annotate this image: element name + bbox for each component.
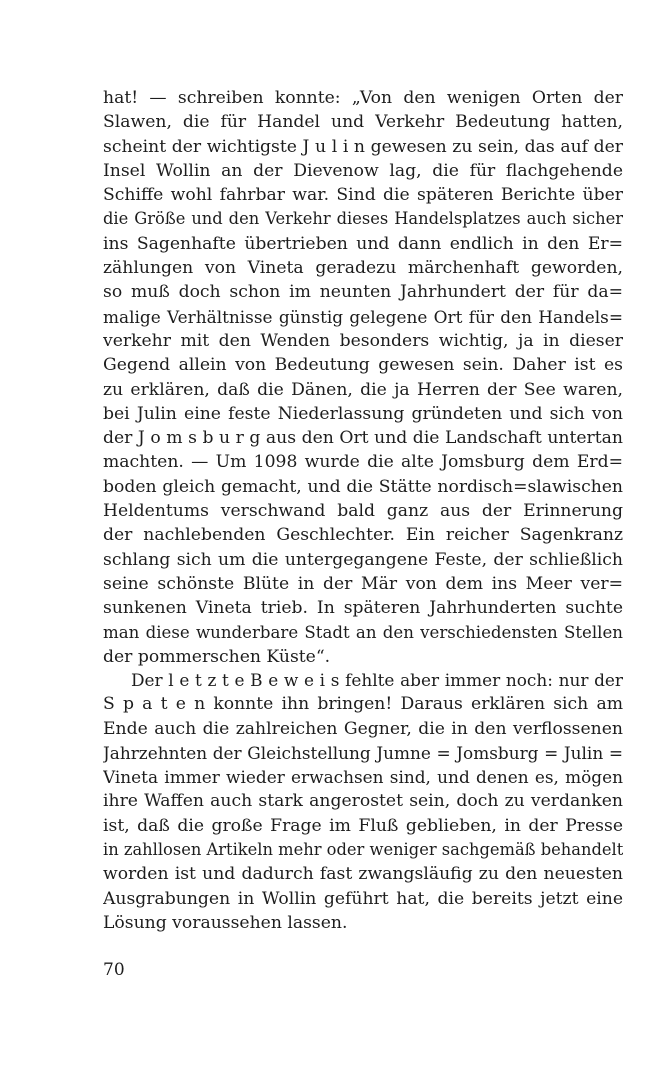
text-line: man diese wunderbare Stadt an den verschiedensten Stellen (103, 622, 623, 642)
text-line: scheint der wichtigste J u l i n gewesen zu sein, das auf der (103, 136, 623, 157)
text-line: Slawen, die für Handel und Verkehr Bedeutung hatten, (103, 112, 623, 133)
text-line: zählungen von Vineta geradezu märchenhaft geworden, (103, 258, 623, 279)
text-line: Der l e t z t e B e w e i s fehlte aber immer noch: nur der (131, 670, 623, 690)
page-number: 70 (103, 960, 125, 980)
text-line: Schiffe wohl fahrbar war. Sind die späteren Berichte über (103, 185, 623, 206)
text-line: Ausgrabungen in Wollin geführt hat, die bereits jetzt eine (103, 888, 623, 909)
text-line: in zahllosen Artikeln mehr oder weniger sachgemäß behandelt (103, 840, 623, 860)
text-line: so muß doch schon im neunten Jahrhundert der für da= (103, 282, 623, 303)
text-line: ihre Waffen auch stark angerostet sein, doch zu verdanken (103, 791, 623, 812)
text-line: der nachlebenden Geschlechter. Ein reicher Sagenkranz (103, 525, 623, 546)
text-line: der pommerschen Küste“. (103, 646, 331, 667)
paragraph-2 (103, 668, 623, 935)
text-line: schlang sich um die untergegangene Feste, der schließlich (103, 549, 623, 570)
text-line: zu erklären, daß die Dänen, die ja Herren der See waren, (103, 379, 623, 400)
text-line: verkehr mit den Wenden besonders wichtig, ja in dieser (103, 330, 623, 351)
text-line: Lösung voraussehen lassen. (103, 912, 348, 933)
text-line: Insel Wollin an der Dievenow lag, die für flachgehende (103, 160, 623, 181)
text-line: die Größe und den Verkehr dieses Handelsplatzes auch sicher (103, 209, 623, 229)
text-line: seine schönste Blüte in der Mär von dem ins Meer ver= (103, 573, 623, 594)
text-line: machten. — Um 1098 wurde die alte Jomsburg dem Erd= (103, 452, 623, 473)
text-line: Heldentums verschwand bald ganz aus der Erinnerung (103, 501, 623, 522)
text-line: boden gleich gemacht, und die Stätte nordisch=slawischen (103, 476, 623, 497)
text-line: Jahrzehnten der Gleichstellung Jumne = Jomsburg = Julin = (103, 742, 623, 763)
text-line: Ende auch die zahlreichen Gegner, die in den verflossenen (103, 718, 623, 739)
text-line: Gegend allein von Bedeutung gewesen sein. Daher ist es (103, 355, 623, 376)
text-line: hat! — schreiben konnte: „Von den wenigen Orten der (103, 88, 623, 108)
text-line: der J o m s b u r g aus den Ort und die Landschaft untertan (103, 428, 623, 449)
text-line: ins Sagenhafte übertrieben und dann endlich in den Er= (103, 233, 623, 254)
text-line: bei Julin eine feste Niederlassung gründeten und sich von (103, 403, 623, 424)
text-line: malige Verhältnisse günstig gelegene Ort für den Handels= (103, 306, 623, 327)
text-line: worden ist und dadurch fast zwangsläufig zu den neuesten (103, 864, 623, 885)
text-line: ist, daß die große Frage im Fluß geblieben, in der Presse (103, 815, 623, 836)
text-line: S p a t e n konnte ihn bringen! Daraus erklären sich am (103, 694, 623, 715)
text-line: sunkenen Vineta trieb. In späteren Jahrhunderten suchte (103, 598, 623, 619)
paragraph-1 (103, 86, 623, 669)
text-line: Vineta immer wieder erwachsen sind, und denen es, mögen (103, 767, 623, 788)
